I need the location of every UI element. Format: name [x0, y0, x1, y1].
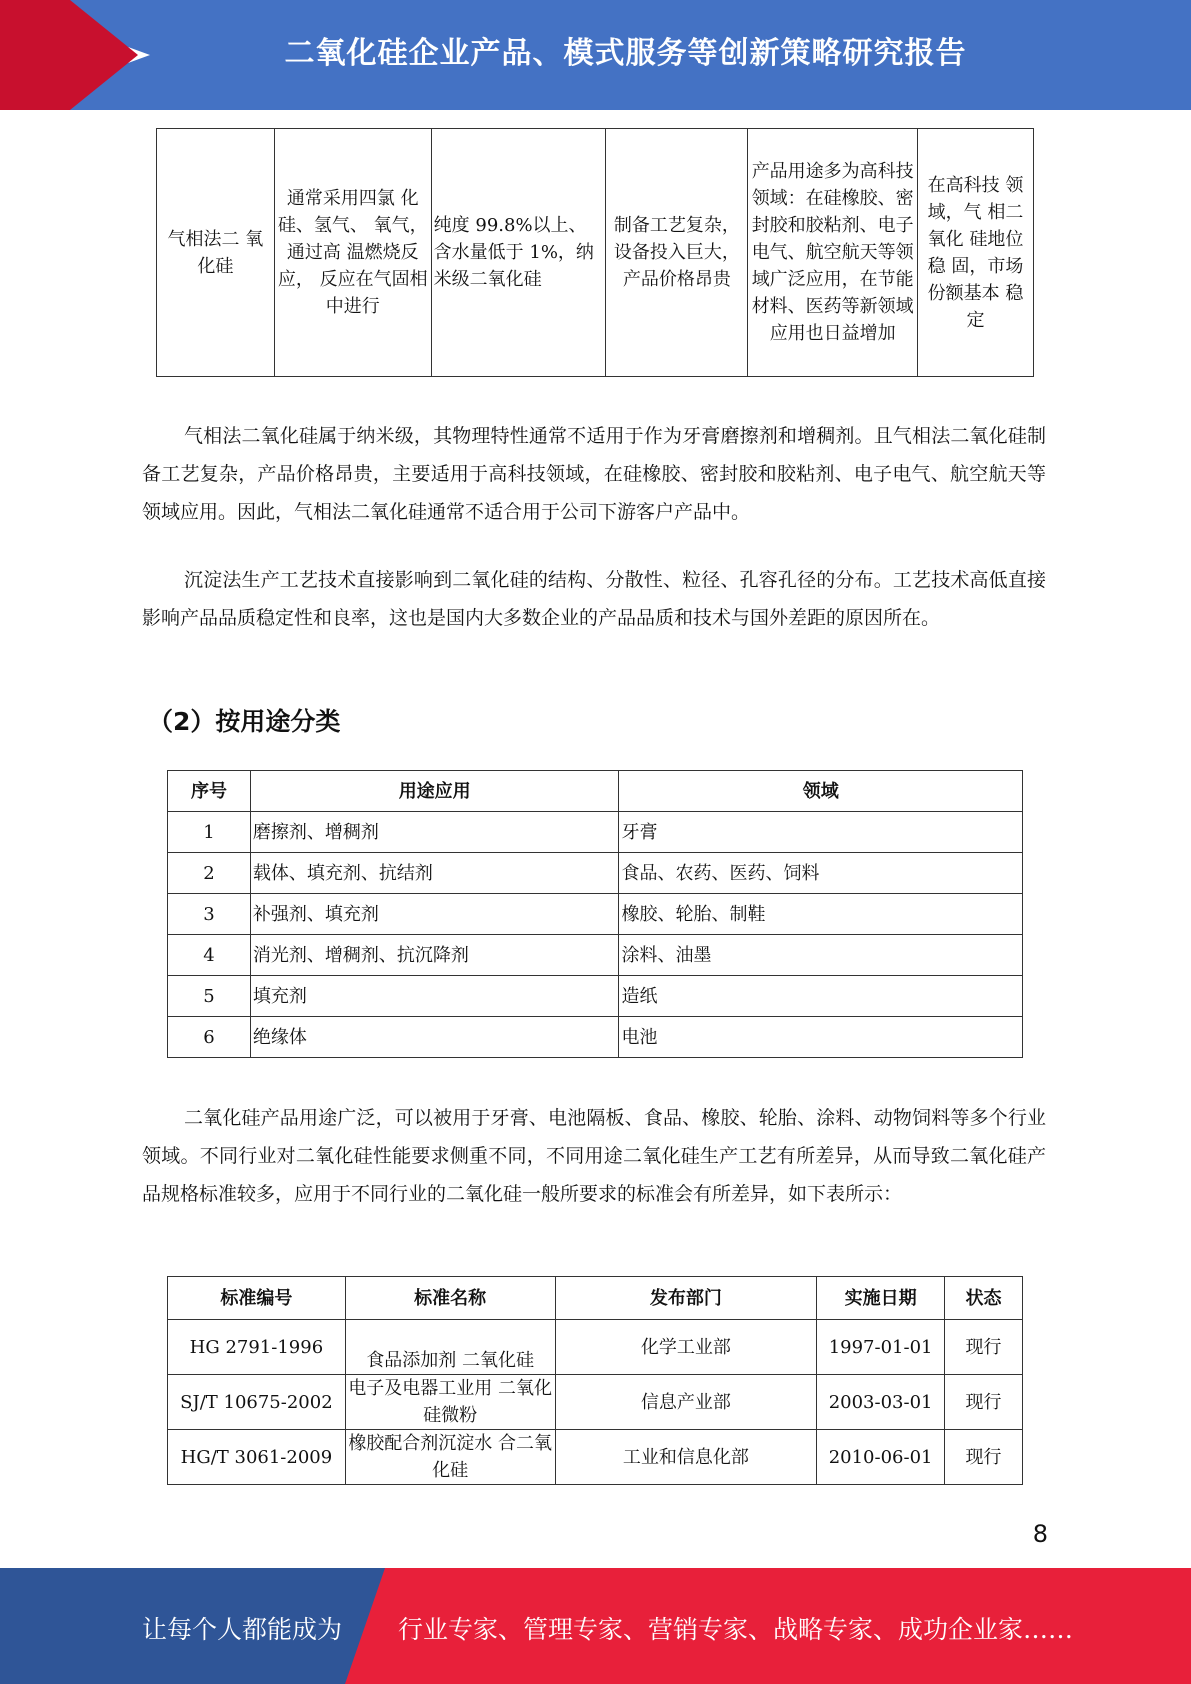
page-header	[0, 0, 1191, 110]
table-cell: 现行	[945, 1320, 1023, 1375]
table-row	[168, 1320, 1023, 1375]
table-cell: 气相法二 氧化硅	[157, 129, 275, 377]
table-cell: 牙膏	[619, 812, 1023, 853]
table-cell: 制备工艺复杂，设备投入巨大，产品价格昂贵	[606, 129, 748, 377]
table-row	[168, 812, 1023, 853]
paragraph-fumed-silica: 气相法二氧化硅属于纳米级，其物理特性通常不适用于作为牙膏磨擦剂和增稠剂。且气相法二氧化硅制备工艺复杂，产品价格昂贵，主要适用于高科技领域，在硅橡胶、密封胶和胶粘剂、电子电气、航空航天等领域应用。因此，气相法二氧化硅通常不适合用于公司下游客户产品中。	[142, 425, 1046, 523]
table-cell: 电池	[619, 1017, 1023, 1058]
header-chevron-red	[70, 0, 138, 110]
table-cell: 磨擦剂、增稠剂	[250, 812, 619, 853]
table-header-row	[168, 1277, 1023, 1320]
table-cell: 6	[168, 1017, 251, 1058]
table-cell: 纯度 99.8%以上、含水量低于 1%，纳米级二氧化硅	[431, 129, 606, 377]
table-cell: 补强剂、填充剂	[250, 894, 619, 935]
column-header: 领域	[619, 771, 1023, 812]
report-title: 二氧化硅企业产品、模式服务等创新策略研究报告	[284, 36, 967, 71]
column-header: 发布部门	[555, 1277, 817, 1320]
footer-slogan-right: 行业专家、管理专家、营销专家、战略专家、成功企业家……	[398, 1615, 1074, 1644]
table-row	[168, 894, 1023, 935]
table-cell: 1	[168, 812, 251, 853]
table-cell: 造纸	[619, 976, 1023, 1017]
column-header: 状态	[945, 1277, 1023, 1320]
column-header: 标准名称	[345, 1277, 555, 1320]
table-cell: 现行	[945, 1430, 1023, 1485]
column-header: 序号	[168, 771, 251, 812]
table-cell: 2	[168, 853, 251, 894]
table-cell: 橡胶配合剂沉淀水 合二氧化硅	[345, 1430, 555, 1485]
table-cell: 涂料、油墨	[619, 935, 1023, 976]
table-cell: 电子及电器工业用 二氧化硅微粉	[345, 1375, 555, 1430]
table-cell: 产品用途多为高科技领域：在硅橡胶、密封胶和胶粘剂、电子电气、航空航天等领域广泛应用，在节能材料、医药等新领域应用也日益增加	[748, 129, 918, 377]
page-number: 8	[1032, 1520, 1048, 1548]
paragraph-applications: 二氧化硅产品用途广泛，可以被用于牙膏、电池隔板、食品、橡胶、轮胎、涂料、动物饲料等多个行业领域。不同行业对二氧化硅性能要求侧重不同，不同用途二氧化硅生产工艺有所差异，从而导致二氧化硅产品规格标准较多，应用于不同行业的二氧化硅一般所要求的标准会有所差异，如下表所示：	[142, 1107, 1046, 1205]
column-header: 实施日期	[817, 1277, 945, 1320]
table-cell: HG 2791-1996	[168, 1320, 346, 1375]
table-cell: 绝缘体	[250, 1017, 619, 1058]
footer-slogan-left: 让每个人都能成为	[142, 1615, 343, 1644]
table-cell: HG/T 3061-2009	[168, 1430, 346, 1485]
table-cell: 载体、填充剂、抗结剂	[250, 853, 619, 894]
table-cell: 食品添加剂 二氧化硅	[345, 1320, 555, 1375]
table-cell: 消光剂、增稠剂、抗沉降剂	[250, 935, 619, 976]
table-cell: 5	[168, 976, 251, 1017]
table-cell: 填充剂	[250, 976, 619, 1017]
table-cell: 食品、农药、医药、饲料	[619, 853, 1023, 894]
table-cell: 2003-03-01	[817, 1375, 945, 1430]
table-cell: 4	[168, 935, 251, 976]
table-row	[168, 1430, 1023, 1485]
table-cell: 化学工业部	[555, 1320, 817, 1375]
table-cell: 通常采用四氯 化硅、氢气、 氧气，通过高 温燃烧反应， 反应在气固相 中进行	[274, 129, 431, 377]
table-header-row	[168, 771, 1023, 812]
table-cell: 橡胶、轮胎、制鞋	[619, 894, 1023, 935]
header-chevron-red-block	[0, 0, 70, 110]
table-cell: 1997-01-01	[817, 1320, 945, 1375]
table-cell: 在高科技 领域，气 相二氧化 硅地位稳 固，市场 份额基本 稳定	[918, 129, 1034, 377]
column-header: 标准编号	[168, 1277, 346, 1320]
table-row	[168, 1375, 1023, 1430]
table-cell: 2010-06-01	[817, 1430, 945, 1485]
table-cell: 工业和信息化部	[555, 1430, 817, 1485]
section-subheading: （2）按用途分类	[148, 707, 341, 736]
production-method-table	[156, 128, 1034, 377]
table-cell: 信息产业部	[555, 1375, 817, 1430]
table-row	[168, 976, 1023, 1017]
paragraph-precipitation-process: 沉淀法生产工艺技术直接影响到二氧化硅的结构、分散性、粒径、孔容孔径的分布。工艺技术高低直接影响产品品质稳定性和良率，这也是国内大多数企业的产品品质和技术与国外差距的原因所在。	[142, 569, 1046, 629]
usage-classification-table	[167, 770, 1023, 1058]
table-cell: 3	[168, 894, 251, 935]
table-cell: 现行	[945, 1375, 1023, 1430]
table-row	[168, 935, 1023, 976]
table-cell: SJ/T 10675-2002	[168, 1375, 346, 1430]
standards-table	[167, 1276, 1023, 1485]
table-row	[157, 129, 1034, 377]
table-row	[168, 853, 1023, 894]
table-row	[168, 1017, 1023, 1058]
column-header: 用途应用	[250, 771, 619, 812]
